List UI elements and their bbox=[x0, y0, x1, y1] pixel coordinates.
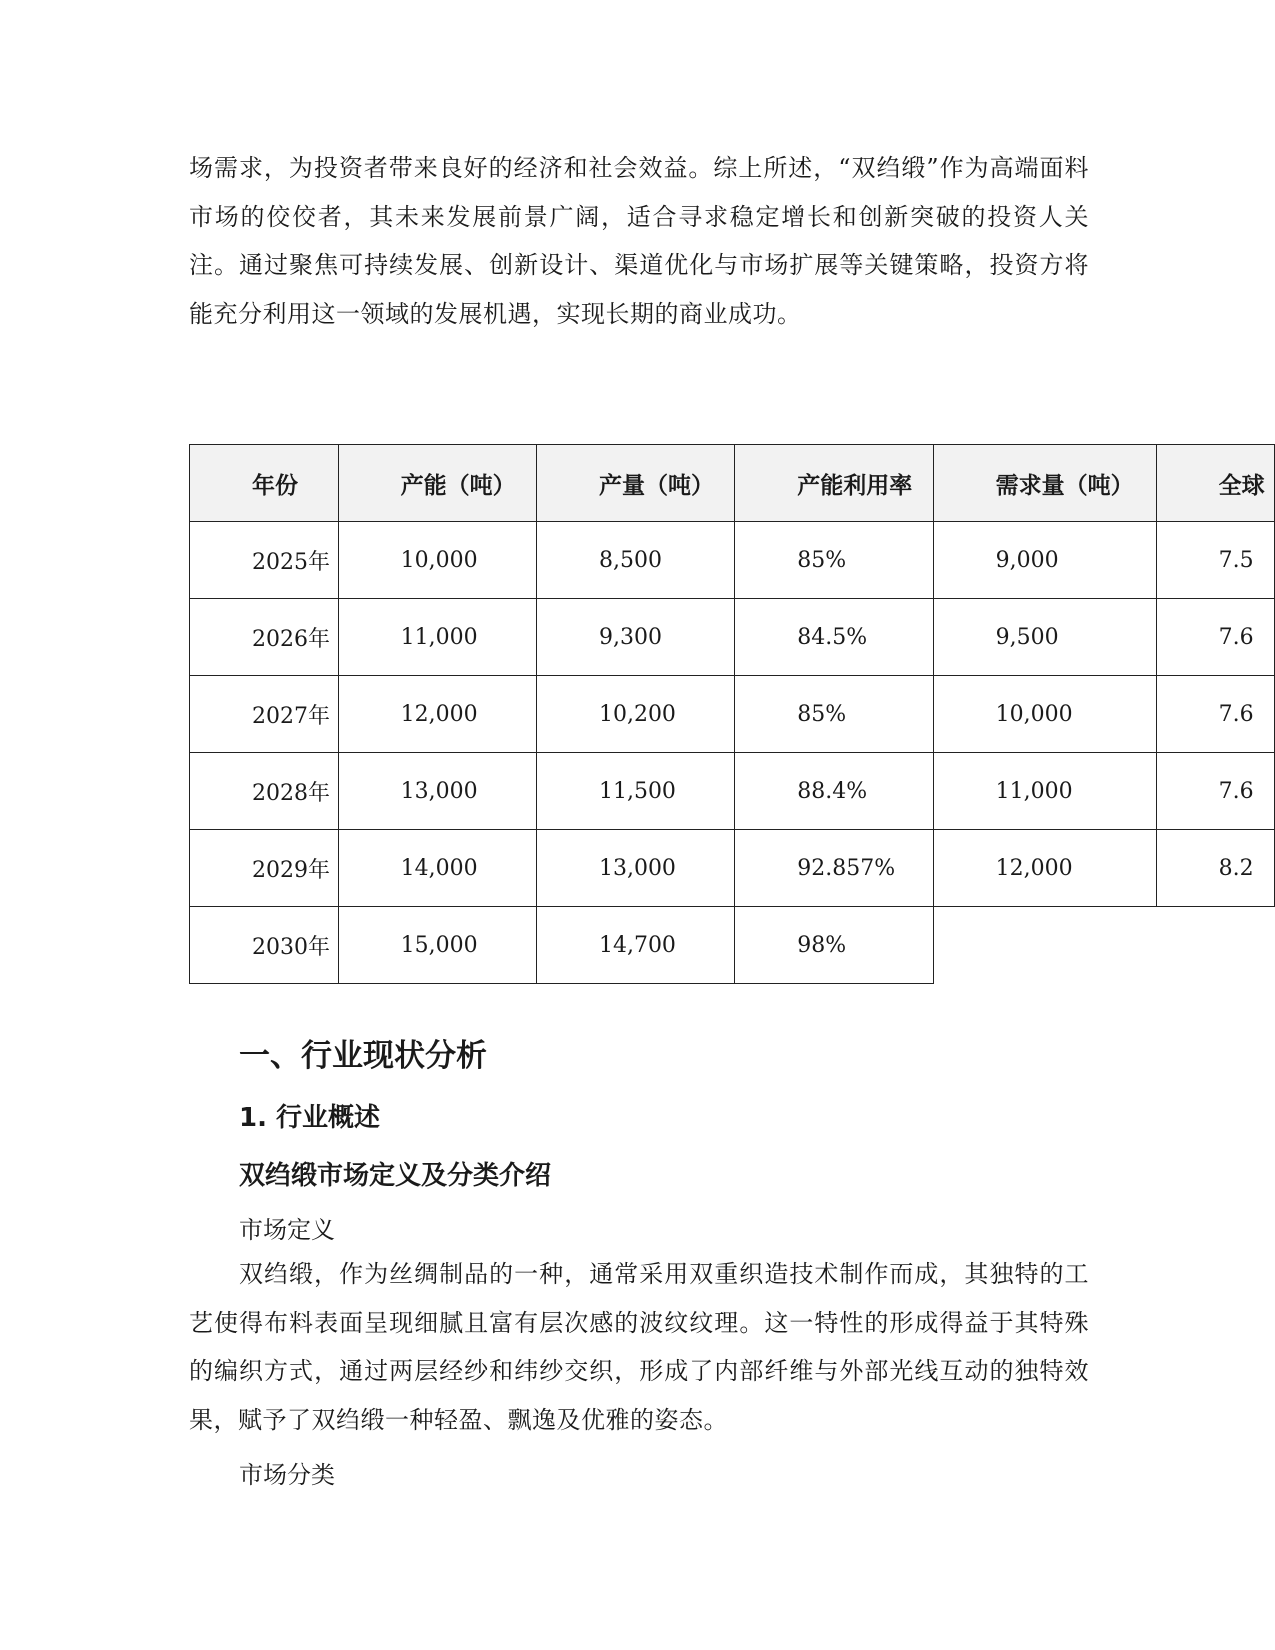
subsection-heading: 1. 行业概述 bbox=[239, 1103, 381, 1133]
table-row bbox=[190, 599, 1275, 676]
cell-capacity: 10,000 bbox=[338, 522, 536, 599]
table-row bbox=[190, 522, 1275, 599]
table-row bbox=[190, 907, 1275, 984]
cell-demand: 10,000 bbox=[933, 676, 1156, 753]
cell-utilization: 85% bbox=[735, 676, 933, 753]
header-output: 产量（吨） bbox=[536, 445, 734, 522]
cell-global: 7.5 bbox=[1156, 522, 1274, 599]
cell-global: 7.6 bbox=[1156, 599, 1274, 676]
capacity-table bbox=[189, 444, 1275, 984]
cell-utilization: 92.857% bbox=[735, 830, 933, 907]
cell-output: 13,000 bbox=[536, 830, 734, 907]
cell-empty bbox=[933, 907, 1156, 984]
cell-output: 11,500 bbox=[536, 753, 734, 830]
cell-year: 2026年 bbox=[190, 599, 339, 676]
header-utilization: 产能利用率 bbox=[735, 445, 933, 522]
classification-label: 市场分类 bbox=[239, 1461, 335, 1489]
cell-global: 8.2 bbox=[1156, 830, 1274, 907]
cell-year: 2025年 bbox=[190, 522, 339, 599]
cell-demand: 11,000 bbox=[933, 753, 1156, 830]
cell-global: 7.6 bbox=[1156, 753, 1274, 830]
subsubsection-heading: 双绉缎市场定义及分类介绍 bbox=[239, 1161, 552, 1191]
header-capacity: 产能（吨） bbox=[338, 445, 536, 522]
cell-demand: 9,000 bbox=[933, 522, 1156, 599]
cell-output: 14,700 bbox=[536, 907, 734, 984]
header-demand: 需求量（吨） bbox=[933, 445, 1156, 522]
cell-utilization: 84.5% bbox=[735, 599, 933, 676]
cell-year: 2029年 bbox=[190, 830, 339, 907]
cell-output: 9,300 bbox=[536, 599, 734, 676]
header-global: 全球 bbox=[1156, 445, 1274, 522]
header-year: 年份 bbox=[190, 445, 339, 522]
table-row bbox=[190, 830, 1275, 907]
cell-capacity: 12,000 bbox=[338, 676, 536, 753]
cell-demand: 9,500 bbox=[933, 599, 1156, 676]
cell-capacity: 11,000 bbox=[338, 599, 536, 676]
table-row bbox=[190, 676, 1275, 753]
cell-year: 2027年 bbox=[190, 676, 339, 753]
definition-paragraph: 双绉缎，作为丝绸制品的一种，通常采用双重织造技术制作而成，其独特的工艺使得布料表面呈现细腻且富有层次感的波纹纹理。这一特性的形成得益于其特殊的编织方式，通过两层经纱和纬纱交织，形成了内部纤维与外部光线互动的独特效果，赋予了双绉缎一种轻盈、飘逸及优雅的姿态。 bbox=[189, 1260, 1089, 1434]
table-row bbox=[190, 753, 1275, 830]
cell-capacity: 13,000 bbox=[338, 753, 536, 830]
cell-utilization: 98% bbox=[735, 907, 933, 984]
cell-utilization: 88.4% bbox=[735, 753, 933, 830]
cell-global: 7.6 bbox=[1156, 676, 1274, 753]
table-header-row bbox=[190, 445, 1275, 522]
cell-output: 8,500 bbox=[536, 522, 734, 599]
cell-capacity: 14,000 bbox=[338, 830, 536, 907]
cell-utilization: 85% bbox=[735, 522, 933, 599]
intro-paragraph: 场需求，为投资者带来良好的经济和社会效益。综上所述，“双绉缎”作为高端面料市场的佼佼者，其未来发展前景广阔，适合寻求稳定增长和创新突破的投资人关注。通过聚焦可持续发展、创新设计、渠道优化与市场扩展等关键策略，投资方将能充分利用这一领域的发展机遇，实现长期的商业成功。 bbox=[189, 154, 1089, 328]
cell-capacity: 15,000 bbox=[338, 907, 536, 984]
definition-label: 市场定义 bbox=[239, 1216, 335, 1244]
cell-year: 2030年 bbox=[190, 907, 339, 984]
cell-demand: 12,000 bbox=[933, 830, 1156, 907]
cell-empty bbox=[1156, 907, 1274, 984]
cell-output: 10,200 bbox=[536, 676, 734, 753]
section-heading: 一、行业现状分析 bbox=[239, 1038, 487, 1074]
cell-year: 2028年 bbox=[190, 753, 339, 830]
